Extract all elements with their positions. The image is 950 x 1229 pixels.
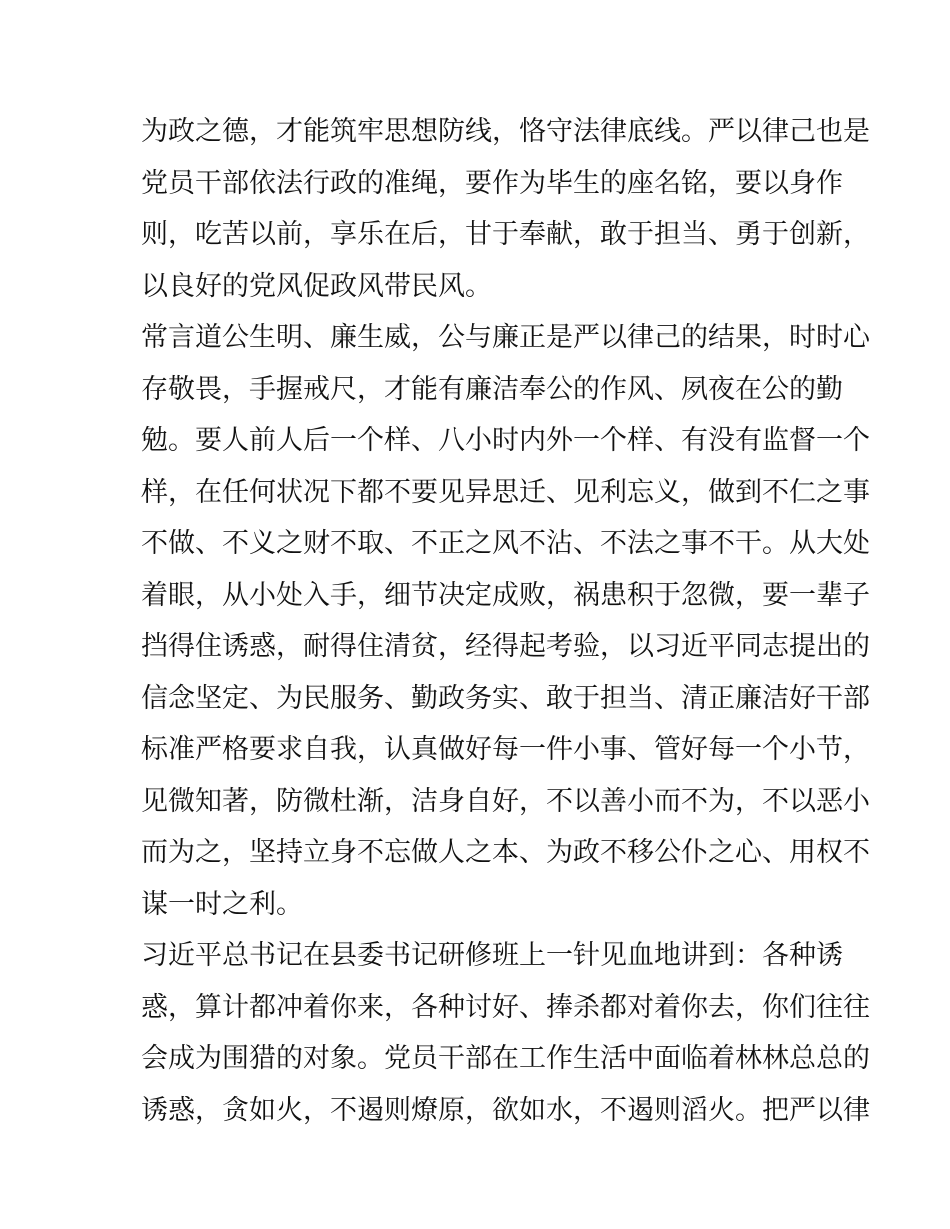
text-line: 为政之德，才能筑牢思想防线，恪守法律底线。严以律己也是: [141, 116, 870, 147]
text-line: 常言道公生明、廉生威，公与廉正是严以律己的结果，时时心: [141, 322, 870, 353]
text-line: 而为之，坚持立身不忘做人之本、为政不移公仆之心、用权不: [141, 837, 870, 868]
text-line: 标准严格要求自我，认真做好每一件小事、管好每一个小节，: [141, 734, 870, 765]
text-line: 以良好的党风促政风带民风。: [141, 270, 492, 302]
text-line: 习近平总书记在县委书记研修班上一针见血地讲到：各种诱: [141, 940, 843, 971]
text-line: 见微知著，防微杜渐，洁身自好，不以善小而不为，不以恶小: [141, 785, 870, 817]
text-line: 会成为围猎的对象。党员干部在工作生活中面临着林林总总的: [141, 1043, 870, 1074]
text-line: 不做、不义之财不取、不正之风不沾、不法之事不干。从大处: [141, 528, 870, 559]
text-line: 则，吃苦以前，享乐在后，甘于奉献，敢于担当、勇于创新，: [141, 219, 870, 250]
text-line: 惑，算计都冲着你来，各种讨好、捧杀都对着你去，你们往往: [141, 991, 870, 1023]
text-line: 挡得住诱惑，耐得住清贫，经得起考验，以习近平同志提出的: [141, 631, 870, 662]
body-text: [141, 106, 870, 1136]
text-line: 诱惑，贪如火，不遏则燎原，欲如水，不遏则滔火。把严以律: [141, 1094, 870, 1126]
text-line: 着眼，从小处入手，细节决定成败，祸患积于忽微，要一辈子: [141, 579, 870, 611]
text-line: 党员干部依法行政的准绳，要作为毕生的座名铭，要以身作: [141, 167, 843, 199]
text-line: 信念坚定、为民服务、勤政务实、敢于担当、清正廉洁好干部: [141, 682, 870, 714]
text-line: 谋一时之利。: [141, 888, 303, 920]
text-line: 勉。要人前人后一个样、八小时内外一个样、有没有监督一个: [141, 425, 870, 456]
text-line: 样，在任何状况下都不要见异思迁、见利忘义，做到不仁之事: [141, 476, 870, 508]
text-line: 存敬畏，手握戒尺，才能有廉洁奉公的作风、夙夜在公的勤: [141, 373, 843, 405]
